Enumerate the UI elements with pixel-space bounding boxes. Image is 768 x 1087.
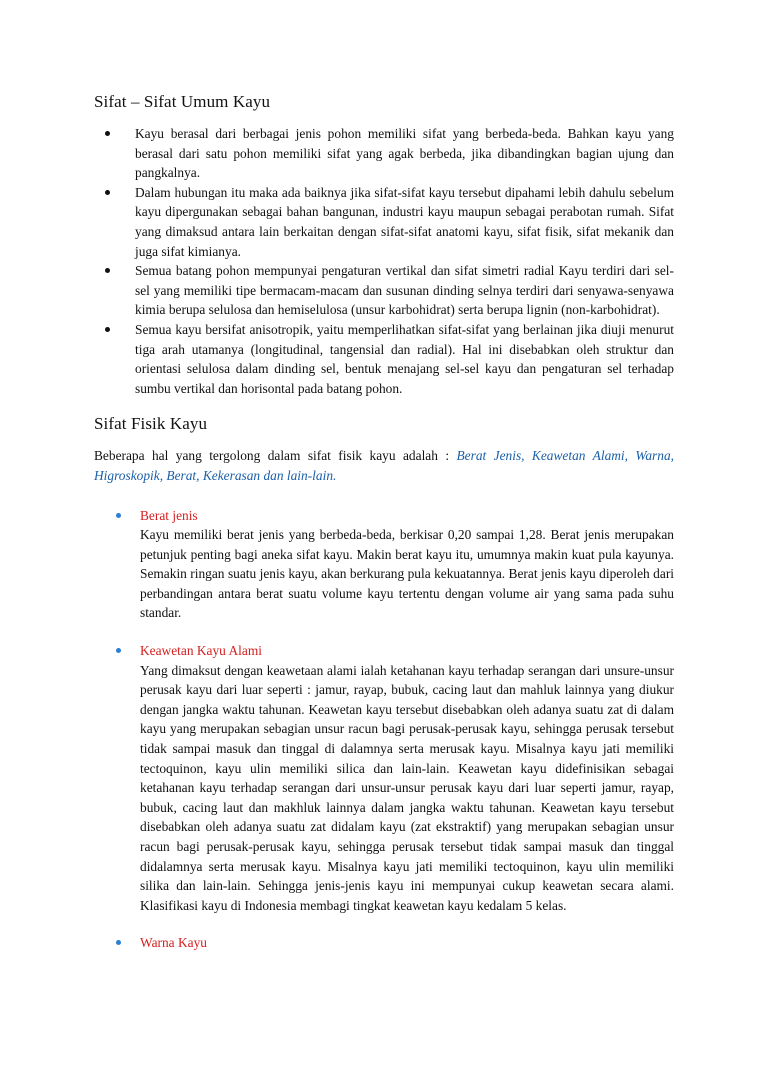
list-item (116, 506, 674, 624)
list-item (116, 933, 674, 953)
list-item (116, 641, 674, 915)
intro-paragraph: Beberapa hal yang tergolong dalam sifat fisik kayu adalah : Berat Jenis, Keawetan Alami, Warna, Higroskopik, Berat, Kekerasan dan lain-lain. (94, 448, 674, 483)
item-heading: Warna Kayu (140, 935, 207, 951)
bullet-icon (105, 190, 110, 195)
list-item: Dalam hubungan itu maka ada baiknya jika sifat-sifat kayu tersebut dipahami lebih dahulu sebelum kayu dipergunakan sebagai bahan bangunan, industri kayu maupun sebagai perabotan rumah. Sifat yang dimaksud antara lain berkaitan dengan sifat-sifat anatomi kayu, sifat fisik, sifat mekanik dan juga sifat kimianya. (105, 183, 674, 261)
item-heading: Keawetan Kayu Alami (140, 643, 262, 659)
highlighted-properties: Berat Jenis, Keawetan Alami, Warna, Higroskopik, Berat, Kekerasan dan lain-lain. (94, 448, 674, 483)
list-item: Semua kayu bersifat anisotropik, yaitu memperlihatkan sifat-sifat yang berlainan jika diuji menurut tiga arah utamanya (longitudinal, tangensial dan radial). Hal ini disebabkan oleh struktur dan orientasi selulosa dalam dinding sel, bentuk menajang sel-sel kayu dan pengaturan sel terhadap sumbu vertikal dan horisontal pada batang pohon. (105, 320, 674, 398)
physical-properties-list (94, 506, 674, 953)
item-body: Yang dimaksut dengan keawetaan alami ialah ketahanan kayu terhadap serangan dari unsure-unsur perusak kayu dari luar seperti : jamur, rayap, bubuk, cacing laut dan mahluk lainnya yang diukur dengan jangka waktu tahunan. Keawetan kayu tersebut disebabkan oleh adanya suatu zat di dalam kayu yang merupakan sebagian unsur racun bagi perusak-perusak kayu, sehingga perusak tersebut tidak sampai masuk dan tinggal di dalamnya serta merusak kayu. Misalnya kayu jati memiliki tectoquinon, kayu ulin memiliki silica dan lain-lain. Keawetan kayu didefinisikan sebagai ketahanan kayu terhadap serangan dari unsur-unsur perusak kayu dari luar seperti jamur, rayap, bubuk, cacing laut dan makhluk lainnya dalam jangka waktu tahunan. Keawetan kayu tersebut disebabkan oleh adanya suatu zat didalam kayu (zat ekstraktif) yang merupakan sebagian unsur racun bagi perusak-perusak kayu, sehingga perusak tersebut tidak sampai masuk dan tinggal didalamnya serta merusak kayu. Misalnya kayu jati memiliki tectoquinon, kayu ulin memiliki silika dan lain-lain. Sehingga jenis-jenis kayu ini mempunyai cukup keawetan secara alami. Klasifikasi kayu di Indonesia membagi tingkat keawetan kayu kedalam 5 kelas. (140, 662, 674, 913)
item-heading: Berat jenis (140, 507, 198, 523)
list-item: Kayu berasal dari berbagai jenis pohon memiliki sifat yang berbeda-beda. Bahkan kayu yang berasal dari satu pohon memiliki sifat yang agak berbeda, jika dibandingkan bagian ujung dan pangkalnya. (105, 124, 674, 183)
bullet-icon (116, 648, 121, 653)
bullet-icon (105, 131, 110, 136)
bullet-icon (105, 268, 110, 273)
section-title-sifat-umum: Sifat – Sifat Umum Kayu (94, 92, 271, 111)
general-properties-list (94, 124, 674, 398)
bullet-icon (105, 327, 110, 332)
list-item: Semua batang pohon mempunyai pengaturan vertikal dan sifat simetri radial Kayu terdiri dari sel-sel yang memiliki tipe bermacam-macam dan susunan dinding selnya terdiri dari senyawa-senyawa kimia berupa selulosa dan hemiselulosa (unsur karbohidrat) serta berupa lignin (non-karbohidrat). (105, 261, 674, 320)
bullet-icon (116, 940, 121, 945)
section-title-sifat-fisik: Sifat Fisik Kayu (94, 414, 208, 434)
item-body: Kayu memiliki berat jenis yang berbeda-beda, berkisar 0,20 sampai 1,28. Berat jenis merupakan petunjuk penting bagi aneka sifat kayu. Makin berat kayu itu, umumnya makin kuat pula kayunya. Semakin ringan suatu jenis kayu, akan berkurang pula kekuatannya. Berat jenis kayu diperoleh dari perbandingan antara berat suatu volume kayu tertentu dengan volume air yang sama pada suhu standar. (140, 527, 674, 621)
bullet-icon (116, 513, 121, 518)
